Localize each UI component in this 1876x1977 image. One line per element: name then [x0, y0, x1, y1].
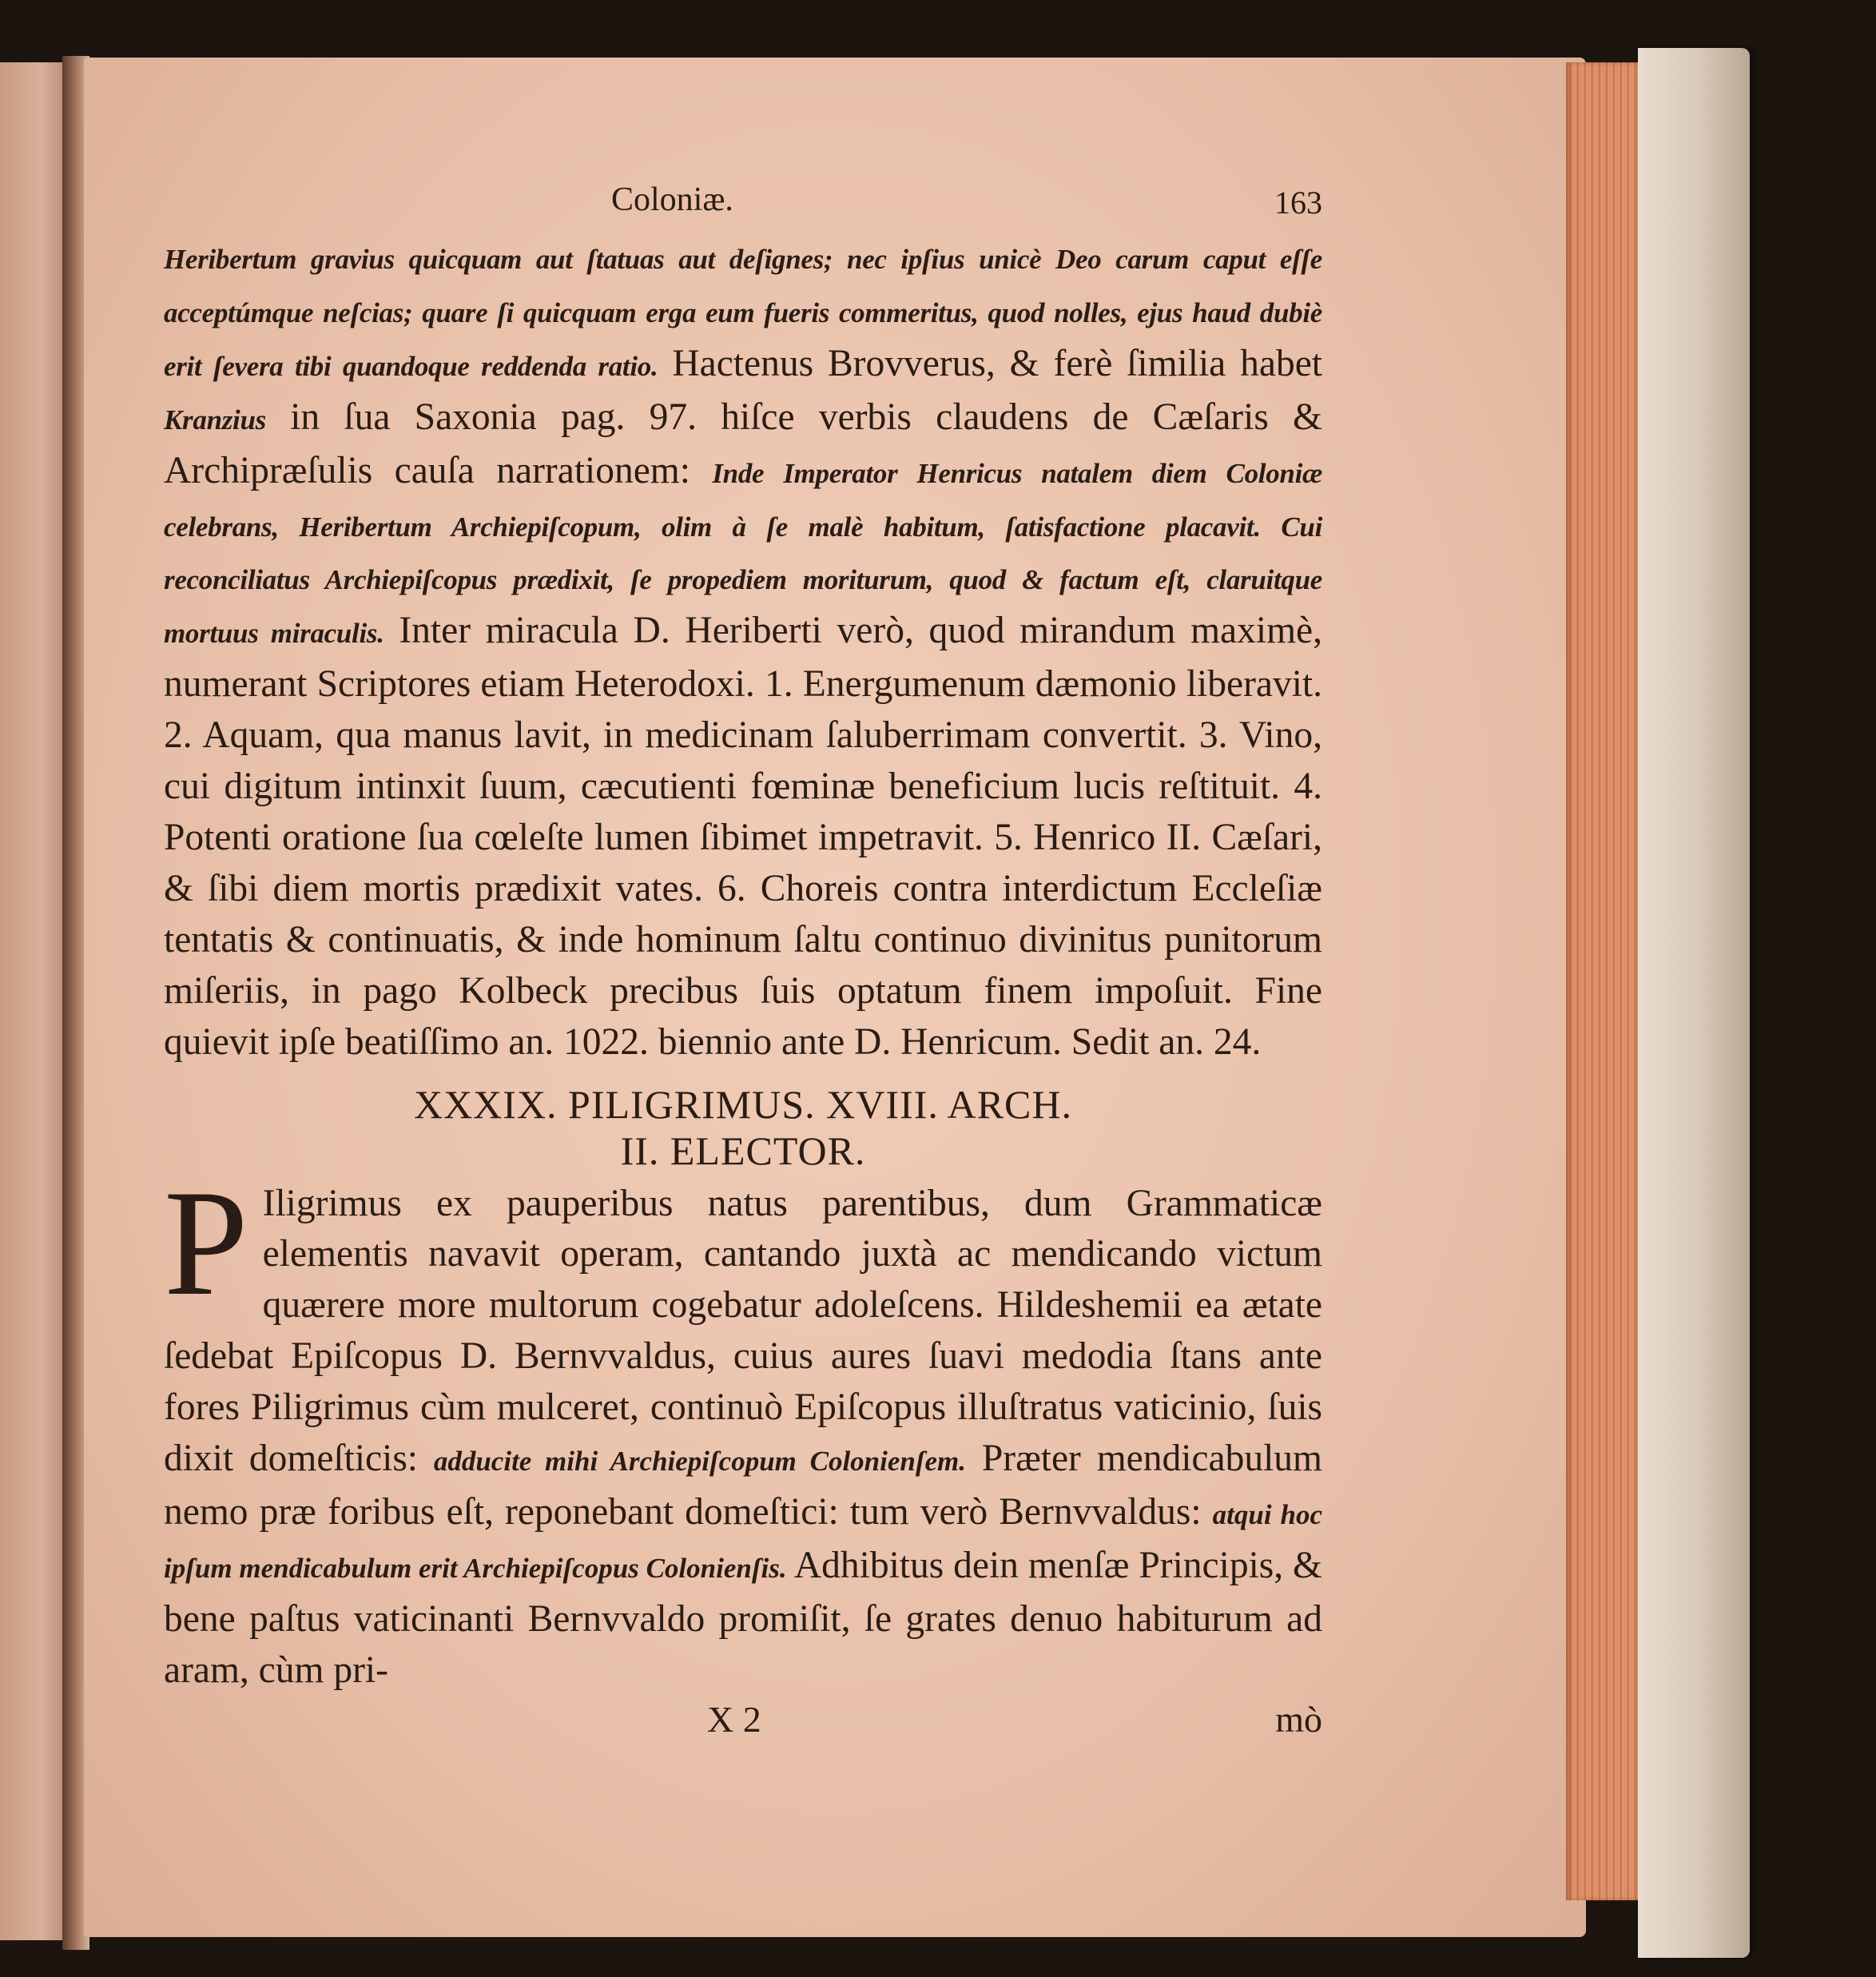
catchword: mò — [1275, 1698, 1322, 1740]
text-run: atqui hoc ipſum mendicabulum erit Archiepiſcopus Colonienſis. — [164, 1498, 1322, 1584]
paragraph-piligrimus — [164, 1159, 1322, 1697]
text-run: Kranzius — [164, 404, 266, 436]
text-run: Adhibitus dein menſæ Principis, & bene paſtus vaticinanti Bernvvaldo promiſit, ſe grates denuo habiturum ad aram, cùm pri- — [164, 1544, 1322, 1691]
text-run: adducite mihi Archiepiſcopum Colonienſem. — [433, 1446, 967, 1478]
section-heading — [164, 1081, 1322, 1174]
drop-cap: P — [164, 1159, 248, 1327]
page-footer — [164, 1698, 1322, 1746]
text-run: Hactenus Brovverus, & ferè ſimilia habet — [658, 342, 1322, 384]
text-run: Inde Imperator Henricus natalem diem Coloniæ celebrans, Heribertum Archiepiſcopum, olim à ſe malè habitum, ſatisfactione placavit. Cui reconciliatus Archiepiſcopus prædixit, ſe propediem moriturum, quod & factum eſt, claruitque mortuus miraculis. — [164, 457, 1322, 650]
page-number: 163 — [1274, 185, 1322, 221]
signature-mark: X 2 — [707, 1698, 761, 1740]
text-run: in ſua Saxonia pag. 97. hiſce verbis claudens de Cæſaris & Archipræſulis cauſa narrationem: — [164, 396, 1322, 491]
text-run: Heribertum gravius quicquam aut ſtatuas aut deſignes; nec ipſius unicè Deo carum caput eſſe acceptúmque neſcias; quare ſi quicquam erga eum fueris commeritus, quod nolles, ejus haud dubiè erit ſevera tibi quandoque reddenda ratio. — [164, 244, 1322, 382]
text-run: Inter miracula D. Heriberti verò, quod mirandum maximè, numerant Scriptores etiam Heterodoxi. 1. Energumenum dæmonio liberavit. 2. Aquam, qua manus lavit, in medicinam ſaluberrimam convertit. 3. Vino, cui digitum intinxit ſuum, cæcutienti fœminæ beneficium lucis reſtituit. 4. Potenti oratione ſua cœleſte lumen ſibimet impetravit. 5. Henrico II. Cæſari, & ſibi diem mortis prædixit vates. 6. Choreis contra interdictum Eccleſiæ tentatis & continuatis, & inde hominum ſaltu continuo divinitus punitorum miſeriis, in pago Kolbeck precibus ſuis optatum finem impoſuit. Fine quievit ipſe beatiſſimo an. 1022. biennio ante D. Henricum. Sedit an. 24. — [164, 610, 1322, 1063]
heading-line-1: XXXIX. PILIGRIMUS. XVIII. ARCH. — [413, 1081, 1073, 1127]
heading-line-2: II. ELECTOR. — [620, 1128, 866, 1173]
left-page-edge — [0, 62, 68, 1940]
running-title: Coloniæ. — [611, 181, 733, 218]
text-run: Præter mendicabulum nemo præ foribus eſt, reponebant domeſtici: tum verò Bernvvaldus: — [164, 1438, 1322, 1533]
text-run: Iligrimus ex pauperibus natus parentibus, dum Grammaticæ elementis navavit operam, cantando juxtà ac mendicando victum quærere more multorum cogebatur adoleſcens. Hildeshemii ea ætate ſedebat Epiſcopus D. Bernvvaldus, cuius aures ſuavi medodia ſtans ante fores Piligrimus cùm mulceret, continuò Epiſcopus illuſtratus vaticinio, ſuis dixit domeſticis: — [164, 1182, 1322, 1480]
running-head — [164, 181, 1322, 232]
book-cover — [1638, 48, 1750, 1958]
page-block-edge — [1566, 62, 1638, 1900]
page-content — [164, 181, 1322, 1746]
paragraph-heribert — [164, 232, 1322, 1068]
